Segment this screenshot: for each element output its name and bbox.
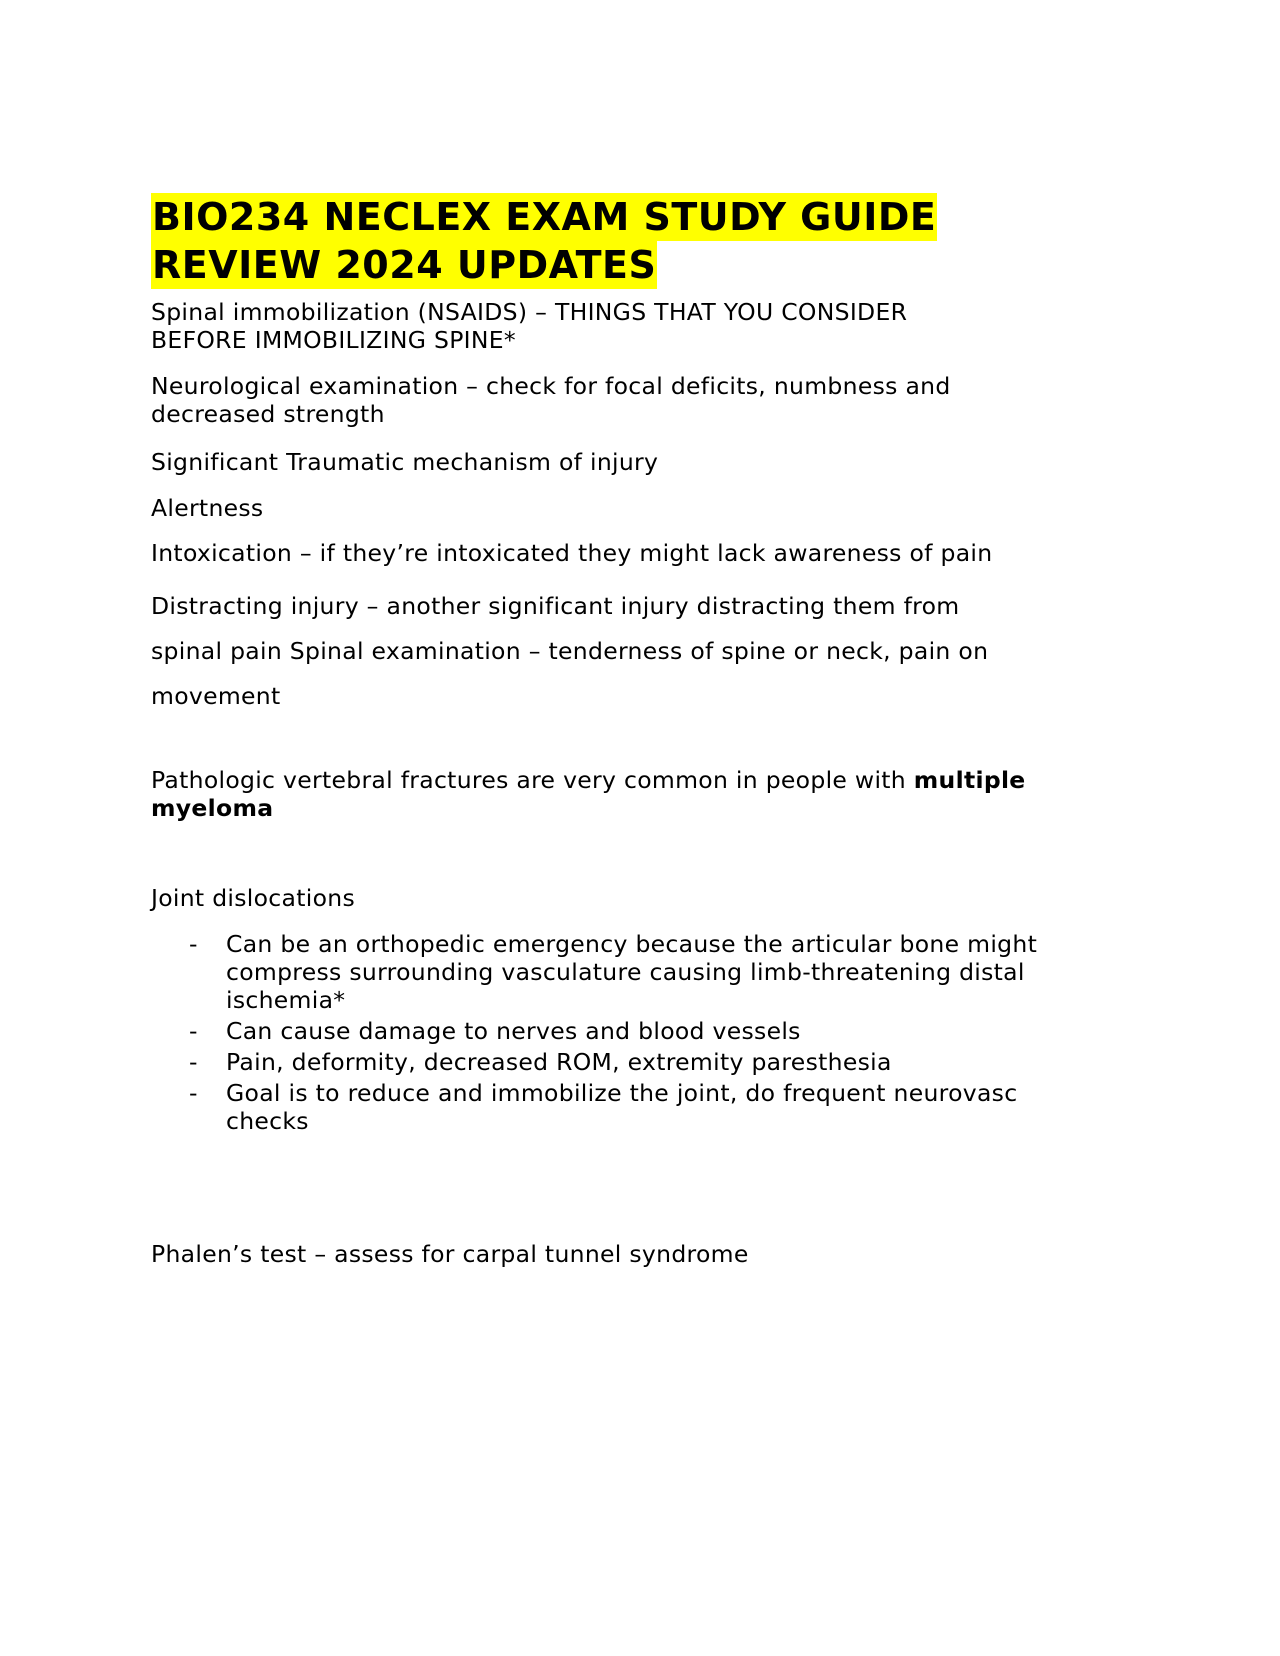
bold-text: multiple [913,766,1026,794]
paragraph-neurological-exam [151,372,951,428]
paragraph-text: Intoxication – if they’re intoxicated they might lack awareness of pain [151,539,993,567]
paragraph-text: Phalen’s test – assess for carpal tunnel syndrome [151,1240,749,1268]
paragraph-text: Significant Traumatic mechanism of injury [151,448,659,476]
paragraph-text: Distracting injury – another significant injury distracting them from [151,592,960,620]
paragraph-text: Neurological examination – check for focal deficits, numbness and [151,372,951,400]
list-item-text: ischemia* [226,986,346,1014]
list-item-text: Pain, deformity, decreased ROM, extremity paresthesia [226,1048,892,1076]
dislocation-bullet-list [151,930,1037,1138]
paragraph-text: Pathologic vertebral fractures are very common in people with [151,766,914,794]
paragraph-intoxication [151,539,992,567]
list-item [151,930,1037,1014]
paragraph-traumatic-mechanism [151,448,658,476]
title-line: BIO234 NECLEX EXAM STUDY GUIDE [152,195,937,239]
list-item-text: checks [226,1107,309,1135]
bullet-dash: - [189,1048,198,1076]
bullet-dash: - [189,930,198,958]
paragraph-joint-dislocations [151,884,355,912]
paragraph-text: Joint dislocations [151,884,355,912]
list-item-text: Can cause damage to nerves and blood vessels [226,1017,801,1045]
document-title [151,193,937,289]
bullet-dash: - [189,1017,198,1045]
paragraph-spinal-immobilization [151,298,907,354]
paragraph-text: Alertness [151,494,264,522]
paragraph-text: movement [151,682,281,710]
list-item-text: Goal is to reduce and immobilize the joint, do frequent neurovasc [226,1079,1018,1107]
paragraph-distracting-injury [151,584,988,719]
paragraph-alertness [151,494,263,522]
title-line: REVIEW 2024 UPDATES [152,243,657,287]
bold-text: myeloma [151,794,274,822]
list-item [151,1017,1037,1045]
paragraph-text: BEFORE IMMOBILIZING SPINE* [151,326,516,354]
paragraph-text: spinal pain Spinal examination – tenderness of spine or neck, pain on [151,637,989,665]
paragraph-pathologic-fractures [151,766,1026,822]
paragraph-phalens-test [151,1240,749,1268]
list-item-text: Can be an orthopedic emergency because the articular bone might [226,930,1038,958]
list-item [151,1048,1037,1076]
paragraph-text: Spinal immobilization (NSAIDS) – THINGS THAT YOU CONSIDER [151,298,908,326]
list-item [151,1079,1037,1135]
bullet-dash: - [189,1079,198,1107]
paragraph-text: decreased strength [151,400,385,428]
list-item-text: compress surrounding vasculature causing limb-threatening distal [226,958,1025,986]
